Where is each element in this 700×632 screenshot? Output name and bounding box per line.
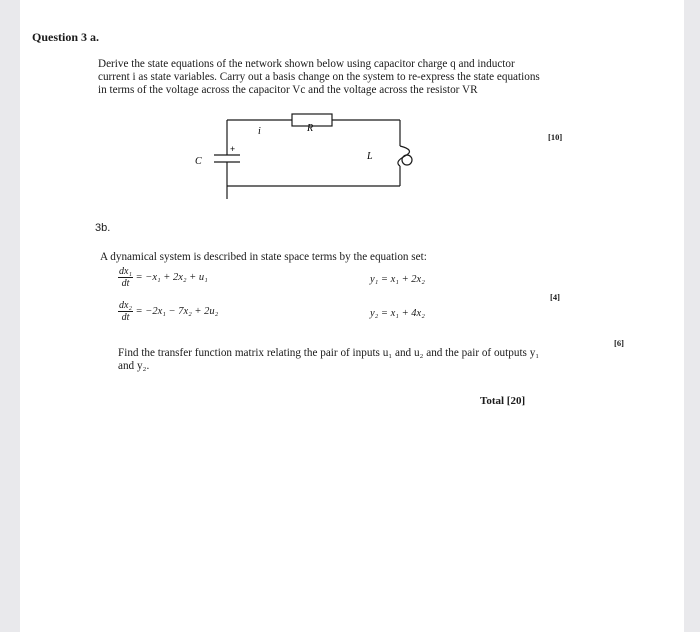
state-equation-1: [118, 266, 208, 289]
inductor-coil-loop: [402, 155, 412, 165]
marks-3a: [10]: [548, 132, 563, 142]
output-equation-1: y₁ = x₁ + 2x₂: [370, 274, 425, 285]
question-3a-line-1: Derive the state equations of the network shown below using capacitor charge q and inductor: [98, 58, 515, 70]
output-equation-2: y₂ = x₁ + 4x₂: [370, 308, 425, 319]
question-3b-intro: A dynamical system is described in state space terms by the equation set:: [100, 251, 427, 263]
find-line-1: Find the transfer function matrix relating the pair of inputs u₁ and u₂ and the pair of outputs y₁: [118, 347, 540, 359]
fraction-numerator: dx₁: [119, 266, 132, 277]
equation-rhs: = −2x₁ − 7x₂ + 2u₂: [135, 305, 219, 317]
fraction-denominator: dt: [121, 312, 130, 323]
marks-4: [4]: [550, 292, 560, 302]
question-3a-title: Question 3 a.: [32, 30, 100, 44]
resistor-label: R: [307, 123, 314, 134]
capacitor-polarity-plus: +: [230, 144, 236, 154]
question-3b-find-text: [118, 347, 618, 373]
inductor-label: L: [367, 151, 373, 162]
fraction-denominator: dt: [121, 278, 130, 289]
derivative-fraction-2: [118, 300, 133, 323]
fraction-numerator: dx₂: [119, 300, 132, 311]
state-equation-2: [118, 300, 218, 323]
question-3a-line-3: in terms of the voltage across the capacitor Vc and the voltage across the resistor VR: [98, 84, 478, 96]
equation-rhs: = −x₁ + 2x₂ + u₁: [135, 271, 208, 283]
capacitor-label: C: [195, 156, 202, 167]
derivative-fraction-1: [118, 266, 133, 289]
question-3a-line-2: current i as state variables. Carry out a basis change on the system to re-express the state equations: [98, 71, 540, 83]
rlc-circuit-diagram: [20, 0, 684, 230]
current-label: i: [258, 126, 261, 137]
document-page: [20, 0, 684, 632]
marks-6: [6]: [614, 338, 624, 348]
question-3b-title: 3b.: [95, 222, 111, 234]
total-marks: Total [20]: [480, 395, 526, 407]
find-line-2: and y₂.: [118, 360, 150, 372]
